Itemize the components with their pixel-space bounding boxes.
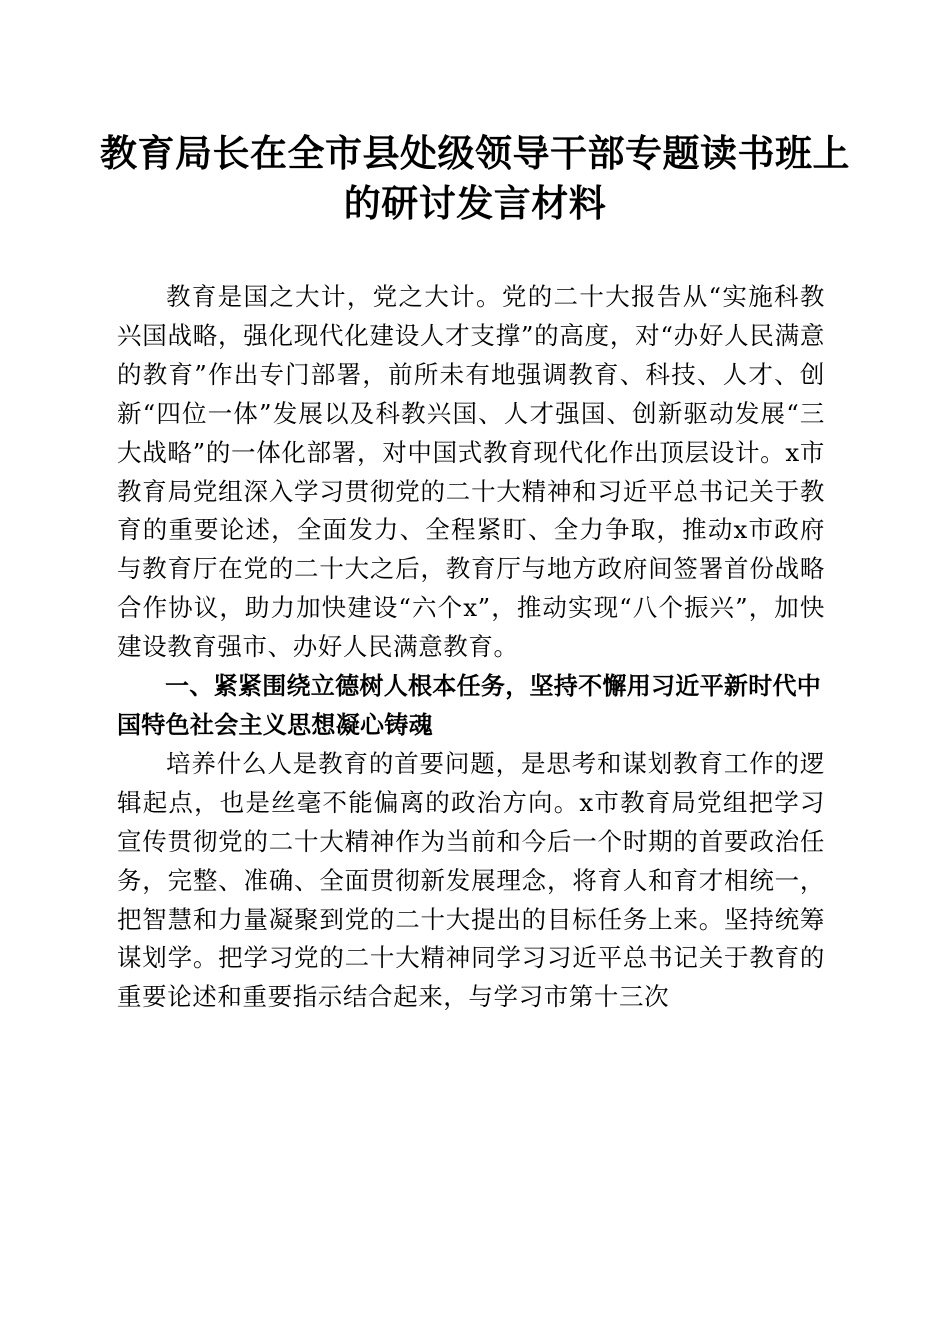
title-line-2: 的研讨发言材料	[343, 181, 607, 225]
section-heading-1: 一、紧紧围绕立德树人根本任务，坚持不懈用习近平新时代中国特色社会主义思想凝心铸魂	[117, 672, 822, 739]
body-paragraph-section-1: 培养什么人是教育的首要问题，是思考和谋划教育工作的逻辑起点，也是丝毫不能偏离的政治方向。x市教育局党组把学习宣传贯彻党的二十大精神作为当前和今后一个时期的首要政治任务，完整、准确、全面贯彻新发展理念，将育人和育才相统一，把智慧和力量凝聚到党的二十大提出的目标任务上来。坚持统筹谋划学。把学习党的二十大精神同学习习近平总书记关于教育的重要论述和重要指示结合起来，与学习市第十三次	[117, 748, 825, 1012]
document-body	[117, 278, 825, 1017]
body-paragraph-intro: 教育是国之大计，党之大计。党的二十大报告从“实施科教兴国战略，强化现代化建设人才支撑”的高度，对“办好人民满意的教育”作出专门部署，前所未有地强调教育、科技、人才、创新“四位一体”发展以及科教兴国、人才强国、创新驱动发展“三大战略”的一体化部署，对中国式教育现代化作出顶层设计。x市教育局党组深入学习贯彻党的二十大精神和习近平总书记关于教育的重要论述，全面发力、全程紧盯、全力争取，推动x市政府与教育厅在党的二十大之后，教育厅与地方政府间签署首份战略合作协议，助力加快建设“六个x”，推动实现“八个振兴”，加快建设教育强市、办好人民满意教育。	[117, 282, 825, 662]
title-line-1: 教育局长在全市县处级领导干部专题读书班上	[100, 131, 850, 175]
document-title	[100, 128, 850, 228]
